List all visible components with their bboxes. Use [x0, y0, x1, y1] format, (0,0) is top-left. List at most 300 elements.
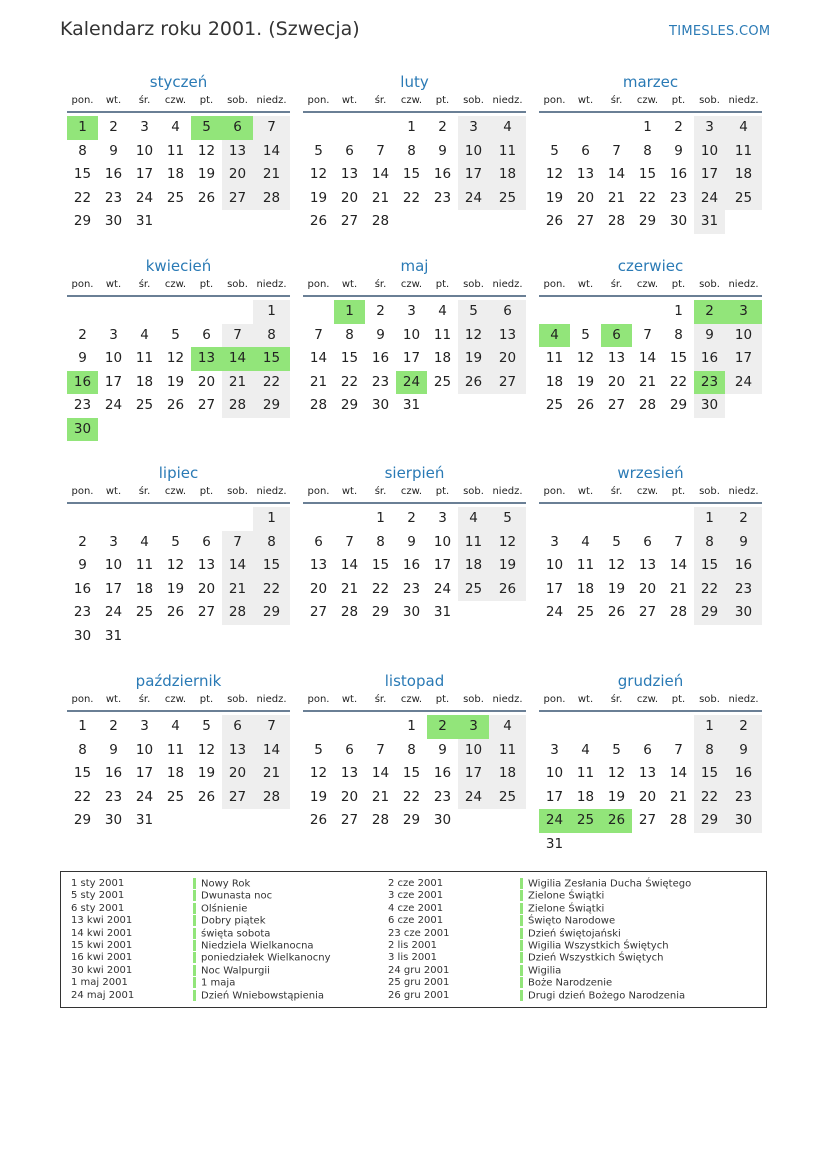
day-cell: 27 [638, 604, 657, 620]
weekday-label: sob. [463, 95, 484, 106]
day-cell: 5 [612, 741, 621, 758]
day-cell: 15 [638, 166, 657, 182]
empty-cell [570, 507, 601, 531]
day-cell: 12 [458, 324, 489, 348]
holiday-marker [520, 952, 523, 963]
weekday-label: niedz. [492, 279, 523, 290]
day-cell: 18 [489, 762, 526, 786]
day-cell: 10 [402, 326, 421, 343]
day-cell: 6 [345, 142, 354, 159]
weekday-label: pt. [435, 95, 450, 106]
legend-holiday [520, 977, 691, 989]
weekday-header [303, 93, 526, 113]
day-cell: 16 [402, 557, 421, 573]
month-block [303, 670, 526, 833]
day-grid [539, 507, 762, 625]
day-cell: 26 [545, 213, 564, 229]
weekday-label: czw. [636, 95, 659, 106]
day-cell: 22 [669, 373, 688, 390]
day-cell: 25 [725, 187, 762, 211]
day-cell: 12 [489, 531, 526, 555]
day-cell: 3 [109, 533, 118, 550]
day-cell: 20 [607, 373, 626, 390]
day-cell: 10 [104, 350, 123, 366]
day-cell: 7 [376, 741, 385, 758]
empty-cell [632, 507, 663, 531]
day-cell: 19 [489, 554, 526, 578]
day-cell: 8 [253, 324, 290, 348]
legend-date: 3 cze 2001 [388, 890, 444, 902]
day-cell: 10 [458, 140, 489, 164]
day-cell: 12 [607, 765, 626, 781]
day-cell: 19 [166, 580, 185, 597]
holiday-marker [193, 990, 196, 1001]
weekday-label: niedz. [256, 95, 287, 106]
day-cell: 14 [669, 557, 688, 573]
day-cell: 15 [340, 350, 359, 366]
day-cell: 5 [171, 533, 180, 550]
day-cell: 17 [135, 166, 154, 182]
day-cell: 7 [674, 741, 683, 758]
day-cell: 8 [78, 142, 87, 159]
legend-holiday [193, 903, 331, 915]
day-cell: 10 [104, 557, 123, 573]
legend-holiday-name: 1 maja [201, 977, 236, 989]
weekday-label: czw. [636, 694, 659, 705]
day-cell: 5 [191, 116, 222, 140]
day-cell: 23 [694, 371, 725, 395]
day-cell: 7 [314, 326, 323, 343]
day-cell: 24 [396, 371, 427, 395]
day-cell: 29 [371, 604, 390, 620]
day-cell: 8 [407, 142, 416, 159]
day-cell: 21 [607, 189, 626, 206]
day-cell: 14 [222, 347, 253, 371]
day-cell: 6 [601, 324, 632, 348]
day-cell: 20 [576, 189, 595, 206]
day-cell: 17 [433, 557, 452, 573]
weekday-header [67, 277, 290, 297]
empty-cell [334, 715, 365, 739]
weekday-label: śr. [374, 694, 387, 705]
weekday-label: śr. [138, 95, 151, 106]
day-cell: 3 [140, 718, 149, 734]
day-cell: 28 [371, 812, 390, 828]
day-cell: 18 [576, 580, 595, 597]
day-cell: 30 [694, 394, 725, 418]
day-cell: 28 [253, 187, 290, 211]
day-cell: 2 [376, 303, 385, 319]
legend-holiday-name: Dobry piątek [201, 915, 266, 927]
weekday-label: pt. [671, 486, 686, 497]
weekday-label: pt. [199, 694, 214, 705]
empty-cell [129, 507, 160, 531]
day-cell: 24 [135, 189, 154, 206]
day-cell: 9 [109, 142, 118, 159]
day-cell: 31 [135, 213, 154, 229]
day-cell: 23 [433, 788, 452, 805]
day-cell: 17 [458, 762, 489, 786]
day-cell: 27 [222, 187, 253, 211]
weekday-label: czw. [164, 694, 187, 705]
empty-cell [98, 300, 129, 324]
legend-date: 16 kwi 2001 [71, 952, 133, 964]
day-cell: 24 [104, 604, 123, 620]
day-cell: 27 [197, 604, 216, 620]
day-cell: 20 [309, 580, 328, 597]
day-cell: 29 [638, 213, 657, 229]
day-cell: 7 [345, 533, 354, 550]
weekday-label: śr. [138, 279, 151, 290]
legend-date: 3 lis 2001 [388, 952, 437, 964]
weekday-label: niedz. [256, 694, 287, 705]
day-cell: 6 [643, 533, 652, 550]
day-cell: 9 [725, 531, 762, 555]
weekday-label: niedz. [492, 486, 523, 497]
day-cell: 23 [433, 189, 452, 206]
empty-cell [67, 507, 98, 531]
day-cell: 19 [458, 347, 489, 371]
empty-cell [191, 507, 222, 531]
legend-names-right [520, 878, 691, 1002]
day-cell: 1 [67, 116, 98, 140]
day-cell: 21 [371, 788, 390, 805]
day-cell: 5 [550, 142, 559, 159]
empty-cell [160, 507, 191, 531]
day-cell: 28 [309, 397, 328, 413]
day-grid [303, 507, 526, 625]
day-cell: 14 [340, 557, 359, 573]
day-cell: 2 [427, 715, 458, 739]
day-cell: 4 [489, 116, 526, 140]
site-link[interactable]: TIMESLES.COM [669, 24, 771, 39]
day-cell: 28 [607, 213, 626, 229]
day-cell: 8 [643, 142, 652, 159]
day-cell: 9 [376, 326, 385, 343]
day-cell: 19 [576, 373, 595, 390]
day-cell: 11 [545, 350, 564, 366]
day-cell: 23 [725, 786, 762, 810]
day-cell: 24 [458, 786, 489, 810]
day-cell: 14 [371, 765, 390, 781]
day-cell: 19 [607, 788, 626, 805]
day-cell: 14 [253, 140, 290, 164]
day-cell: 11 [166, 142, 185, 159]
day-cell: 16 [73, 580, 92, 597]
day-cell: 24 [539, 809, 570, 833]
day-cell: 21 [669, 580, 688, 597]
day-cell: 18 [166, 765, 185, 781]
day-cell: 29 [340, 397, 359, 413]
weekday-label: śr. [610, 279, 623, 290]
day-cell: 3 [725, 300, 762, 324]
empty-cell [601, 507, 632, 531]
legend-holiday [520, 990, 691, 1002]
legend-date: 6 sty 2001 [71, 902, 125, 914]
weekday-header [303, 484, 526, 504]
day-cell: 3 [438, 510, 447, 526]
legend-holiday-name: Dwunasta noc [201, 890, 273, 902]
month-block [67, 462, 290, 648]
day-grid [303, 715, 526, 833]
legend-holiday [193, 990, 331, 1002]
day-cell: 26 [489, 578, 526, 602]
day-cell: 9 [407, 533, 416, 550]
empty-cell [365, 715, 396, 739]
empty-cell [303, 507, 334, 531]
weekday-label: śr. [138, 694, 151, 705]
legend-holiday-name: Wigilia [528, 965, 562, 977]
day-cell: 29 [253, 394, 290, 418]
day-cell: 1 [694, 507, 725, 531]
day-cell: 4 [458, 507, 489, 531]
day-cell: 9 [438, 741, 447, 758]
day-cell: 12 [576, 350, 595, 366]
weekday-label: niedz. [728, 486, 759, 497]
legend-holiday [193, 915, 331, 927]
day-cell: 7 [253, 715, 290, 739]
holiday-marker [193, 878, 196, 889]
day-cell: 18 [166, 166, 185, 182]
holiday-legend [60, 871, 767, 1008]
day-cell: 25 [135, 397, 154, 413]
day-cell: 19 [309, 189, 328, 206]
day-cell: 20 [489, 347, 526, 371]
day-cell: 21 [253, 163, 290, 187]
day-cell: 26 [601, 809, 632, 833]
legend-holiday [520, 928, 691, 940]
day-cell: 7 [253, 116, 290, 140]
weekday-label: pon. [307, 694, 330, 705]
legend-holiday [193, 952, 331, 964]
month-name: sierpień [384, 464, 445, 482]
day-cell: 17 [104, 580, 123, 597]
legend-date: 24 gru 2001 [388, 964, 450, 976]
day-cell: 8 [345, 326, 354, 343]
weekday-label: niedz. [728, 694, 759, 705]
weekday-label: pon. [71, 279, 94, 290]
day-cell: 1 [407, 718, 416, 734]
day-cell: 30 [669, 213, 688, 229]
holiday-marker [520, 878, 523, 889]
weekday-label: pt. [671, 279, 686, 290]
holiday-marker [193, 890, 196, 901]
month-block [67, 670, 290, 833]
day-cell: 4 [725, 116, 762, 140]
day-cell: 13 [489, 324, 526, 348]
day-cell: 26 [458, 371, 489, 395]
day-cell: 19 [309, 788, 328, 805]
weekday-label: wt. [577, 486, 594, 497]
weekday-label: wt. [577, 279, 594, 290]
day-cell: 16 [67, 371, 98, 395]
day-cell: 2 [694, 300, 725, 324]
holiday-marker [520, 965, 523, 976]
day-cell: 24 [694, 187, 725, 211]
legend-dates-left [71, 878, 134, 1002]
day-cell: 25 [135, 604, 154, 620]
day-cell: 13 [638, 557, 657, 573]
weekday-label: pon. [307, 95, 330, 106]
weekday-header [303, 277, 526, 297]
day-cell: 23 [73, 397, 92, 413]
weekday-label: sob. [227, 694, 248, 705]
empty-cell [67, 300, 98, 324]
day-cell: 7 [376, 142, 385, 159]
day-cell: 25 [576, 604, 595, 620]
day-cell: 7 [222, 531, 253, 555]
weekday-label: czw. [400, 95, 423, 106]
day-cell: 27 [607, 397, 626, 413]
holiday-marker [520, 977, 523, 988]
day-cell: 25 [489, 786, 526, 810]
legend-holiday [193, 878, 331, 890]
day-cell: 12 [166, 557, 185, 573]
day-cell: 29 [253, 601, 290, 625]
day-cell: 27 [222, 786, 253, 810]
holiday-marker [520, 890, 523, 901]
day-cell: 26 [309, 213, 328, 229]
day-cell: 22 [253, 578, 290, 602]
legend-holiday-name: Dzień Wszystkich Świętych [528, 952, 664, 964]
weekday-label: pon. [543, 694, 566, 705]
holiday-marker [193, 965, 196, 976]
weekday-label: sob. [699, 279, 720, 290]
day-cell: 30 [725, 601, 762, 625]
weekday-label: czw. [164, 486, 187, 497]
legend-names-left [193, 878, 331, 1002]
day-cell: 13 [197, 557, 216, 573]
day-cell: 24 [135, 788, 154, 805]
month-block [67, 255, 290, 441]
day-cell: 19 [545, 189, 564, 206]
day-cell: 1 [253, 507, 290, 531]
day-cell: 29 [694, 601, 725, 625]
legend-holiday-name: Wigilia Zesłania Ducha Świętego [528, 878, 692, 890]
day-cell: 3 [550, 533, 559, 550]
day-cell: 2 [674, 119, 683, 135]
day-cell: 17 [458, 163, 489, 187]
day-cell: 23 [104, 788, 123, 805]
legend-date: 1 sty 2001 [71, 878, 125, 889]
empty-cell [160, 300, 191, 324]
weekday-label: pt. [671, 95, 686, 106]
day-cell: 13 [638, 765, 657, 781]
day-cell: 4 [171, 119, 180, 135]
day-cell: 28 [340, 604, 359, 620]
day-cell: 17 [545, 580, 564, 597]
legend-holiday [193, 890, 331, 902]
weekday-label: wt. [105, 694, 122, 705]
day-cell: 24 [104, 397, 123, 413]
day-cell: 12 [197, 142, 216, 159]
day-cell: 13 [191, 347, 222, 371]
legend-holiday [520, 890, 691, 902]
day-cell: 4 [171, 718, 180, 734]
weekday-label: wt. [341, 279, 358, 290]
day-cell: 21 [253, 762, 290, 786]
day-cell: 2 [725, 507, 762, 531]
day-cell: 27 [340, 213, 359, 229]
weekday-header [539, 484, 762, 504]
legend-holiday [520, 940, 691, 952]
weekday-label: pon. [543, 486, 566, 497]
day-cell: 30 [371, 397, 390, 413]
day-cell: 8 [694, 531, 725, 555]
empty-cell [570, 300, 601, 324]
day-cell: 2 [438, 119, 447, 135]
day-cell: 7 [612, 142, 621, 159]
month-block [67, 71, 290, 234]
day-cell: 14 [607, 166, 626, 182]
weekday-label: pt. [199, 95, 214, 106]
weekday-label: śr. [138, 486, 151, 497]
weekday-label: czw. [636, 279, 659, 290]
day-cell: 18 [135, 373, 154, 390]
day-cell: 4 [140, 326, 149, 343]
day-cell: 1 [253, 300, 290, 324]
weekday-label: czw. [400, 279, 423, 290]
empty-cell [570, 715, 601, 739]
day-cell: 10 [694, 140, 725, 164]
month-name: lipiec [158, 464, 199, 482]
month-name: styczeń [149, 73, 208, 91]
day-cell: 15 [694, 554, 725, 578]
day-cell: 20 [197, 373, 216, 390]
day-cell: 16 [725, 554, 762, 578]
day-cell: 15 [371, 557, 390, 573]
day-cell: 11 [135, 557, 154, 573]
month-block [303, 462, 526, 625]
day-cell: 8 [694, 739, 725, 763]
day-cell: 25 [545, 397, 564, 413]
day-cell: 24 [458, 187, 489, 211]
legend-date: 24 maj 2001 [71, 989, 135, 1001]
weekday-label: pt. [435, 486, 450, 497]
day-cell: 1 [694, 715, 725, 739]
empty-cell [663, 507, 694, 531]
weekday-label: sob. [463, 279, 484, 290]
day-cell: 19 [607, 580, 626, 597]
day-cell: 22 [402, 788, 421, 805]
weekday-label: pt. [671, 694, 686, 705]
day-cell: 26 [197, 189, 216, 206]
day-cell: 25 [433, 373, 452, 390]
month-name: październik [135, 672, 222, 690]
empty-cell [570, 116, 601, 140]
day-cell: 4 [581, 533, 590, 550]
day-cell: 3 [458, 116, 489, 140]
day-cell: 2 [78, 326, 87, 343]
legend-holiday-name: święta sobota [201, 928, 271, 940]
month-block [539, 670, 762, 856]
day-cell: 13 [340, 166, 359, 182]
day-cell: 7 [643, 326, 652, 343]
day-cell: 3 [694, 116, 725, 140]
empty-cell [601, 300, 632, 324]
weekday-label: wt. [105, 486, 122, 497]
day-cell: 20 [340, 189, 359, 206]
day-cell: 21 [309, 373, 328, 390]
legend-holiday [520, 915, 691, 927]
empty-cell [365, 116, 396, 140]
weekday-header [67, 692, 290, 712]
day-cell: 31 [545, 835, 564, 852]
month-name: listopad [384, 672, 445, 690]
weekday-label: pon. [71, 486, 94, 497]
weekday-label: sob. [699, 486, 720, 497]
day-cell: 30 [67, 418, 98, 442]
